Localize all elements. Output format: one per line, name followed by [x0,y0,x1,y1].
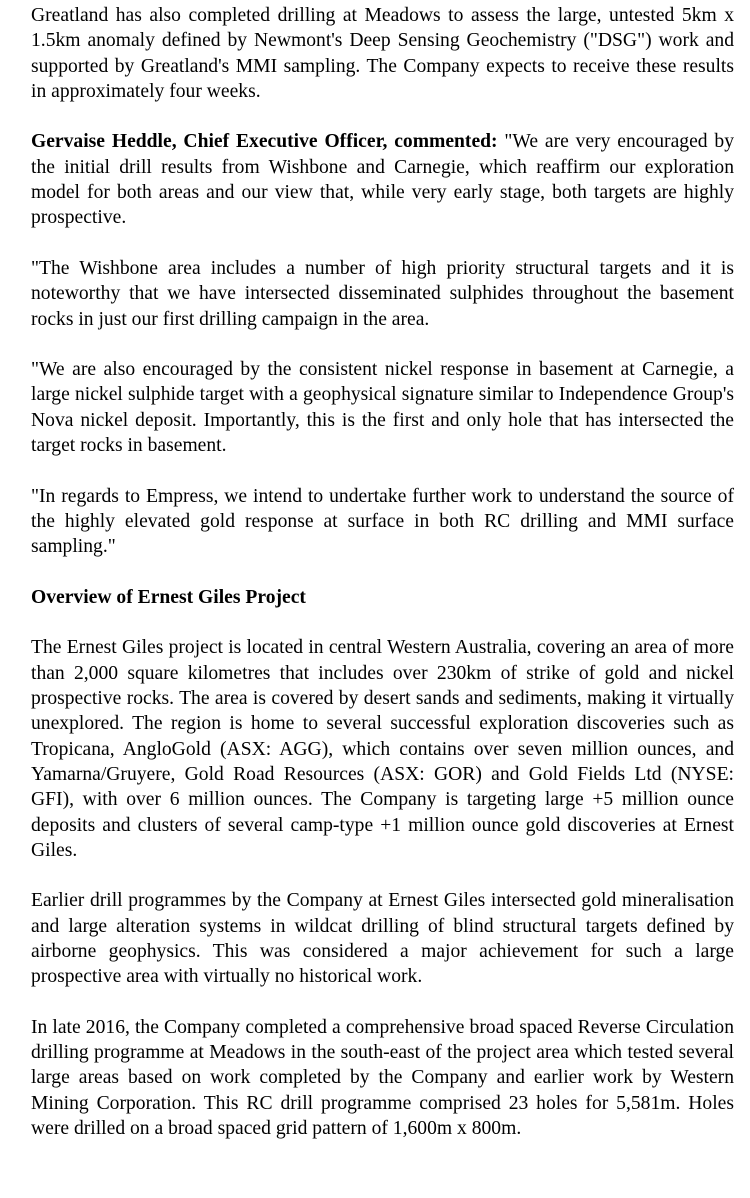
paragraph-wishbone: "The Wishbone area includes a number of high priority structural targets and it is noteworthy that we have intersected disseminated sulphides throughout the basement rocks in just our first drilling campaign in the area. [31,257,734,330]
paragraph-empress: "In regards to Empress, we intend to undertake further work to understand the source of the highly elevated gold response at surface in both RC drilling and MMI surface sampling." [31,485,734,558]
paragraph-meadows-drilling: Greatland has also completed drilling at Meadows to assess the large, untested 5km x 1.5km anomaly defined by Newmont's Deep Sensing Geochemistry ("DSG") work and supported by Greatland's MMI sampling. The Company expects to receive these results in approximately four weeks. [31,5,734,102]
paragraph-rc-programme: In late 2016, the Company completed a comprehensive broad spaced Reverse Circulation drilling programme at Meadows in the south-east of the project area which tested several large areas based on work completed by the Company and earlier work by Western Mining Corporation. This RC drill programme comprised 23 holes for 5,581m. Holes were drilled on a broad spaced grid pattern of 1,600m x 800m. [31,1016,734,1140]
ceo-comment-body: "We are very encouraged by the initial drill results from Wishbone and Carnegie, which reaffirm our exploration model for both areas and our view that, while very early stage, both targets are highly prospective. [31,131,734,229]
paragraph-carnegie: "We are also encouraged by the consistent nickel response in basement at Carnegie, a large nickel sulphide target with a geophysical signature similar to Independence Group's Nova nickel deposit. Importantly, this is the first and only hole that has intersected the target rocks in basement. [31,359,734,457]
paragraph-ceo-comment [31,129,734,230]
section-heading: Overview of Ernest Giles Project [31,586,306,608]
ceo-comment-lead: Gervaise Heddle, Chief Executive Officer, commented: [31,131,498,153]
paragraph-project-overview: The Ernest Giles project is located in central Western Australia, covering an area of more than 2,000 square kilometres that includes over 230km of strike of gold and nickel prospective rocks. The area is covered by desert sands and sediments, making it virtually unexplored. The region is home to several successful exploration discoveries such as Tropicana, AngloGold (ASX: AGG), which contains over seven million ounces, and Yamarna/Gruyere, Gold Road Resources (ASX: GOR) and Gold Fields Ltd (NYSE: GFI), with over 6 million ounces. The Company is targeting large +5 million ounce deposits and clusters of several camp-type +1 million ounce gold discoveries at Ernest Giles. [31,637,734,861]
paragraph-earlier-drilling: Earlier drill programmes by the Company at Ernest Giles intersected gold mineralisation and large alteration systems in wildcat drilling of blind structural targets defined by airborne geophysics. This was considered a major achievement for such a large prospective area with virtually no historical work. [31,890,734,988]
